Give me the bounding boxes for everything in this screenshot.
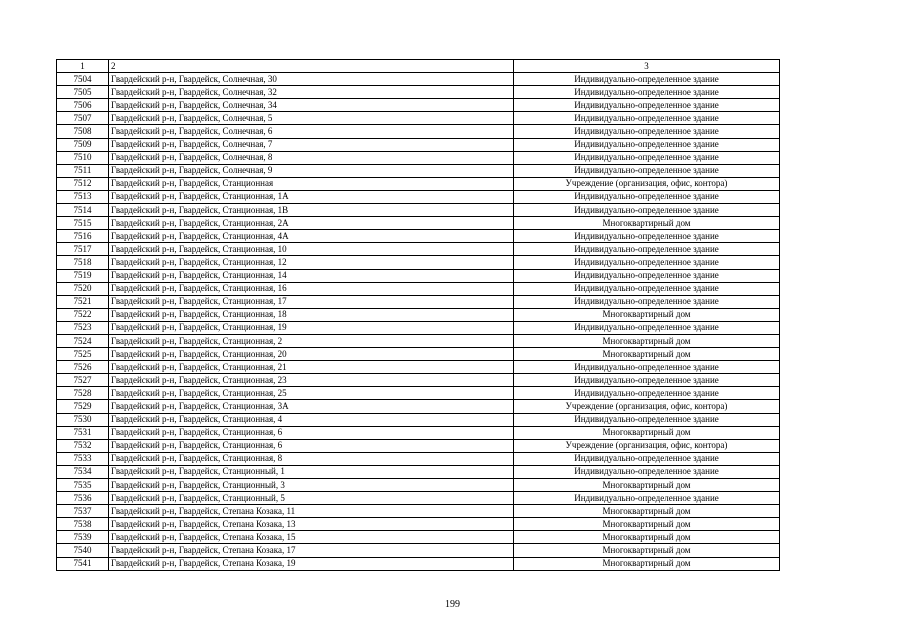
table-row	[57, 256, 780, 269]
address-cell: Гвардейский р-н, Гвардейск, Станционная, 2	[109, 334, 514, 347]
row-number-cell: 7512	[57, 177, 109, 190]
address-cell: Гвардейский р-н, Гвардейск, Станционная, 6	[109, 439, 514, 452]
table-row	[57, 531, 780, 544]
row-number-cell: 7541	[57, 557, 109, 570]
row-number-cell: 7531	[57, 426, 109, 439]
address-cell: Гвардейский р-н, Гвардейск, Станционная, 21	[109, 361, 514, 374]
table-row	[57, 86, 780, 99]
table-row	[57, 217, 780, 230]
address-cell: Гвардейский р-н, Гвардейск, Станционная, 17	[109, 295, 514, 308]
row-number-cell: 7539	[57, 531, 109, 544]
address-cell: Гвардейский р-н, Гвардейск, Солнечная, 7	[109, 138, 514, 151]
column-header-address: 2	[109, 60, 514, 73]
object-type-cell: Многоквартирный дом	[514, 505, 780, 518]
table-row	[57, 557, 780, 570]
table-row	[57, 230, 780, 243]
table-row	[57, 138, 780, 151]
row-number-cell: 7506	[57, 99, 109, 112]
row-number-cell: 7520	[57, 282, 109, 295]
object-type-cell: Многоквартирный дом	[514, 531, 780, 544]
object-type-cell: Учреждение (организация, офис, контора)	[514, 177, 780, 190]
address-cell: Гвардейский р-н, Гвардейск, Станционный, 3	[109, 479, 514, 492]
address-cell: Гвардейский р-н, Гвардейск, Солнечная, 34	[109, 99, 514, 112]
address-cell: Гвардейский р-н, Гвардейск, Станционная, 1В	[109, 204, 514, 217]
address-cell: Гвардейский р-н, Гвардейск, Солнечная, 32	[109, 86, 514, 99]
address-cell: Гвардейский р-н, Гвардейск, Станционная, 18	[109, 308, 514, 321]
row-number-cell: 7521	[57, 295, 109, 308]
row-number-cell: 7519	[57, 269, 109, 282]
row-number-cell: 7524	[57, 334, 109, 347]
object-type-cell: Многоквартирный дом	[514, 518, 780, 531]
table-row	[57, 99, 780, 112]
object-type-cell: Индивидуально-определенное здание	[514, 151, 780, 164]
table-row	[57, 518, 780, 531]
row-number-cell: 7514	[57, 204, 109, 217]
page-number: 199	[445, 599, 460, 610]
object-type-cell: Индивидуально-определенное здание	[514, 138, 780, 151]
object-type-cell: Индивидуально-определенное здание	[514, 204, 780, 217]
row-number-cell: 7536	[57, 492, 109, 505]
object-type-cell: Индивидуально-определенное здание	[514, 86, 780, 99]
table-row	[57, 204, 780, 217]
table-row	[57, 269, 780, 282]
table-row	[57, 374, 780, 387]
table-header-row	[57, 60, 780, 73]
object-type-cell: Индивидуально-определенное здание	[514, 492, 780, 505]
row-number-cell: 7523	[57, 321, 109, 334]
row-number-cell: 7511	[57, 164, 109, 177]
object-type-cell: Индивидуально-определенное здание	[514, 112, 780, 125]
address-cell: Гвардейский р-н, Гвардейск, Солнечная, 6	[109, 125, 514, 138]
address-cell: Гвардейский р-н, Гвардейск, Станционная, 3А	[109, 400, 514, 413]
address-cell: Гвардейский р-н, Гвардейск, Станционная, 20	[109, 348, 514, 361]
object-type-cell: Индивидуально-определенное здание	[514, 413, 780, 426]
row-number-cell: 7515	[57, 217, 109, 230]
object-type-cell: Индивидуально-определенное здание	[514, 295, 780, 308]
table-row	[57, 426, 780, 439]
row-number-cell: 7528	[57, 387, 109, 400]
address-cell: Гвардейский р-н, Гвардейск, Станционная, 23	[109, 374, 514, 387]
address-cell: Гвардейский р-н, Гвардейск, Станционная, 1А	[109, 190, 514, 203]
row-number-cell: 7525	[57, 348, 109, 361]
address-cell: Гвардейский р-н, Гвардейск, Станционная, 10	[109, 243, 514, 256]
row-number-cell: 7538	[57, 518, 109, 531]
row-number-cell: 7517	[57, 243, 109, 256]
address-cell: Гвардейский р-н, Гвардейск, Станционная, 8	[109, 452, 514, 465]
table-row	[57, 112, 780, 125]
address-cell: Гвардейский р-н, Гвардейск, Станционная, 12	[109, 256, 514, 269]
object-type-cell: Многоквартирный дом	[514, 479, 780, 492]
row-number-cell: 7510	[57, 151, 109, 164]
object-type-cell: Учреждение (организация, офис, контора)	[514, 439, 780, 452]
object-type-cell: Индивидуально-определенное здание	[514, 374, 780, 387]
object-type-cell: Индивидуально-определенное здание	[514, 452, 780, 465]
object-type-cell: Многоквартирный дом	[514, 308, 780, 321]
address-cell: Гвардейский р-н, Гвардейск, Станционная, 25	[109, 387, 514, 400]
row-number-cell: 7516	[57, 230, 109, 243]
table-row	[57, 308, 780, 321]
address-cell: Гвардейский р-н, Гвардейск, Степана Козака, 19	[109, 557, 514, 570]
object-type-cell: Индивидуально-определенное здание	[514, 230, 780, 243]
table-row	[57, 73, 780, 86]
table-row	[57, 151, 780, 164]
object-type-cell: Индивидуально-определенное здание	[514, 361, 780, 374]
object-type-cell: Многоквартирный дом	[514, 426, 780, 439]
table-row	[57, 465, 780, 478]
object-type-cell: Многоквартирный дом	[514, 544, 780, 557]
row-number-cell: 7508	[57, 125, 109, 138]
address-cell: Гвардейский р-н, Гвардейск, Станционная, 4А	[109, 230, 514, 243]
table-row	[57, 544, 780, 557]
object-type-cell: Индивидуально-определенное здание	[514, 164, 780, 177]
address-cell: Гвардейский р-н, Гвардейск, Степана Козака, 13	[109, 518, 514, 531]
object-type-cell: Индивидуально-определенное здание	[514, 282, 780, 295]
object-type-cell: Индивидуально-определенное здание	[514, 125, 780, 138]
column-header-type: 3	[514, 60, 780, 73]
address-cell: Гвардейский р-н, Гвардейск, Станционная, 16	[109, 282, 514, 295]
address-cell: Гвардейский р-н, Гвардейск, Степана Козака, 17	[109, 544, 514, 557]
row-number-cell: 7509	[57, 138, 109, 151]
table-row	[57, 243, 780, 256]
object-type-cell: Многоквартирный дом	[514, 217, 780, 230]
address-cell: Гвардейский р-н, Гвардейск, Степана Козака, 11	[109, 505, 514, 518]
table-row	[57, 282, 780, 295]
object-type-cell: Индивидуально-определенное здание	[514, 465, 780, 478]
table-body	[57, 73, 780, 571]
address-cell: Гвардейский р-н, Гвардейск, Станционная, 6	[109, 426, 514, 439]
row-number-cell: 7507	[57, 112, 109, 125]
object-type-cell: Индивидуально-определенное здание	[514, 269, 780, 282]
row-number-cell: 7505	[57, 86, 109, 99]
table-row	[57, 361, 780, 374]
address-cell: Гвардейский р-н, Гвардейск, Солнечная, 30	[109, 73, 514, 86]
table-row	[57, 348, 780, 361]
table-row	[57, 125, 780, 138]
table-row	[57, 164, 780, 177]
table-row	[57, 387, 780, 400]
address-cell: Гвардейский р-н, Гвардейск, Станционная, 2А	[109, 217, 514, 230]
row-number-cell: 7530	[57, 413, 109, 426]
object-type-cell: Многоквартирный дом	[514, 334, 780, 347]
row-number-cell: 7522	[57, 308, 109, 321]
table-row	[57, 452, 780, 465]
address-cell: Гвардейский р-н, Гвардейск, Станционная, 19	[109, 321, 514, 334]
row-number-cell: 7504	[57, 73, 109, 86]
address-cell: Гвардейский р-н, Гвардейск, Солнечная, 5	[109, 112, 514, 125]
row-number-cell: 7526	[57, 361, 109, 374]
row-number-cell: 7532	[57, 439, 109, 452]
table-row	[57, 439, 780, 452]
object-type-cell: Индивидуально-определенное здание	[514, 99, 780, 112]
table-row	[57, 505, 780, 518]
row-number-cell: 7534	[57, 465, 109, 478]
address-cell: Гвардейский р-н, Гвардейск, Станционный, 1	[109, 465, 514, 478]
table-row	[57, 334, 780, 347]
table-row	[57, 295, 780, 308]
object-type-cell: Индивидуально-определенное здание	[514, 387, 780, 400]
address-table	[56, 59, 780, 571]
object-type-cell: Индивидуально-определенное здание	[514, 243, 780, 256]
object-type-cell: Индивидуально-определенное здание	[514, 321, 780, 334]
row-number-cell: 7513	[57, 190, 109, 203]
row-number-cell: 7533	[57, 452, 109, 465]
row-number-cell: 7535	[57, 479, 109, 492]
object-type-cell: Многоквартирный дом	[514, 557, 780, 570]
table-row	[57, 400, 780, 413]
column-header-number: 1	[57, 60, 109, 73]
table-row	[57, 479, 780, 492]
row-number-cell: 7527	[57, 374, 109, 387]
table-row	[57, 190, 780, 203]
table-row	[57, 413, 780, 426]
address-cell: Гвардейский р-н, Гвардейск, Солнечная, 9	[109, 164, 514, 177]
address-cell: Гвардейский р-н, Гвардейск, Станционная	[109, 177, 514, 190]
object-type-cell: Индивидуально-определенное здание	[514, 73, 780, 86]
row-number-cell: 7537	[57, 505, 109, 518]
row-number-cell: 7540	[57, 544, 109, 557]
address-cell: Гвардейский р-н, Гвардейск, Станционная, 14	[109, 269, 514, 282]
row-number-cell: 7529	[57, 400, 109, 413]
object-type-cell: Учреждение (организация, офис, контора)	[514, 400, 780, 413]
table-row	[57, 321, 780, 334]
address-cell: Гвардейский р-н, Гвардейск, Степана Козака, 15	[109, 531, 514, 544]
row-number-cell: 7518	[57, 256, 109, 269]
object-type-cell: Многоквартирный дом	[514, 348, 780, 361]
object-type-cell: Индивидуально-определенное здание	[514, 190, 780, 203]
table-row	[57, 177, 780, 190]
address-cell: Гвардейский р-н, Гвардейск, Станционная, 4	[109, 413, 514, 426]
address-cell: Гвардейский р-н, Гвардейск, Станционный, 5	[109, 492, 514, 505]
object-type-cell: Индивидуально-определенное здание	[514, 256, 780, 269]
table-row	[57, 492, 780, 505]
address-cell: Гвардейский р-н, Гвардейск, Солнечная, 8	[109, 151, 514, 164]
